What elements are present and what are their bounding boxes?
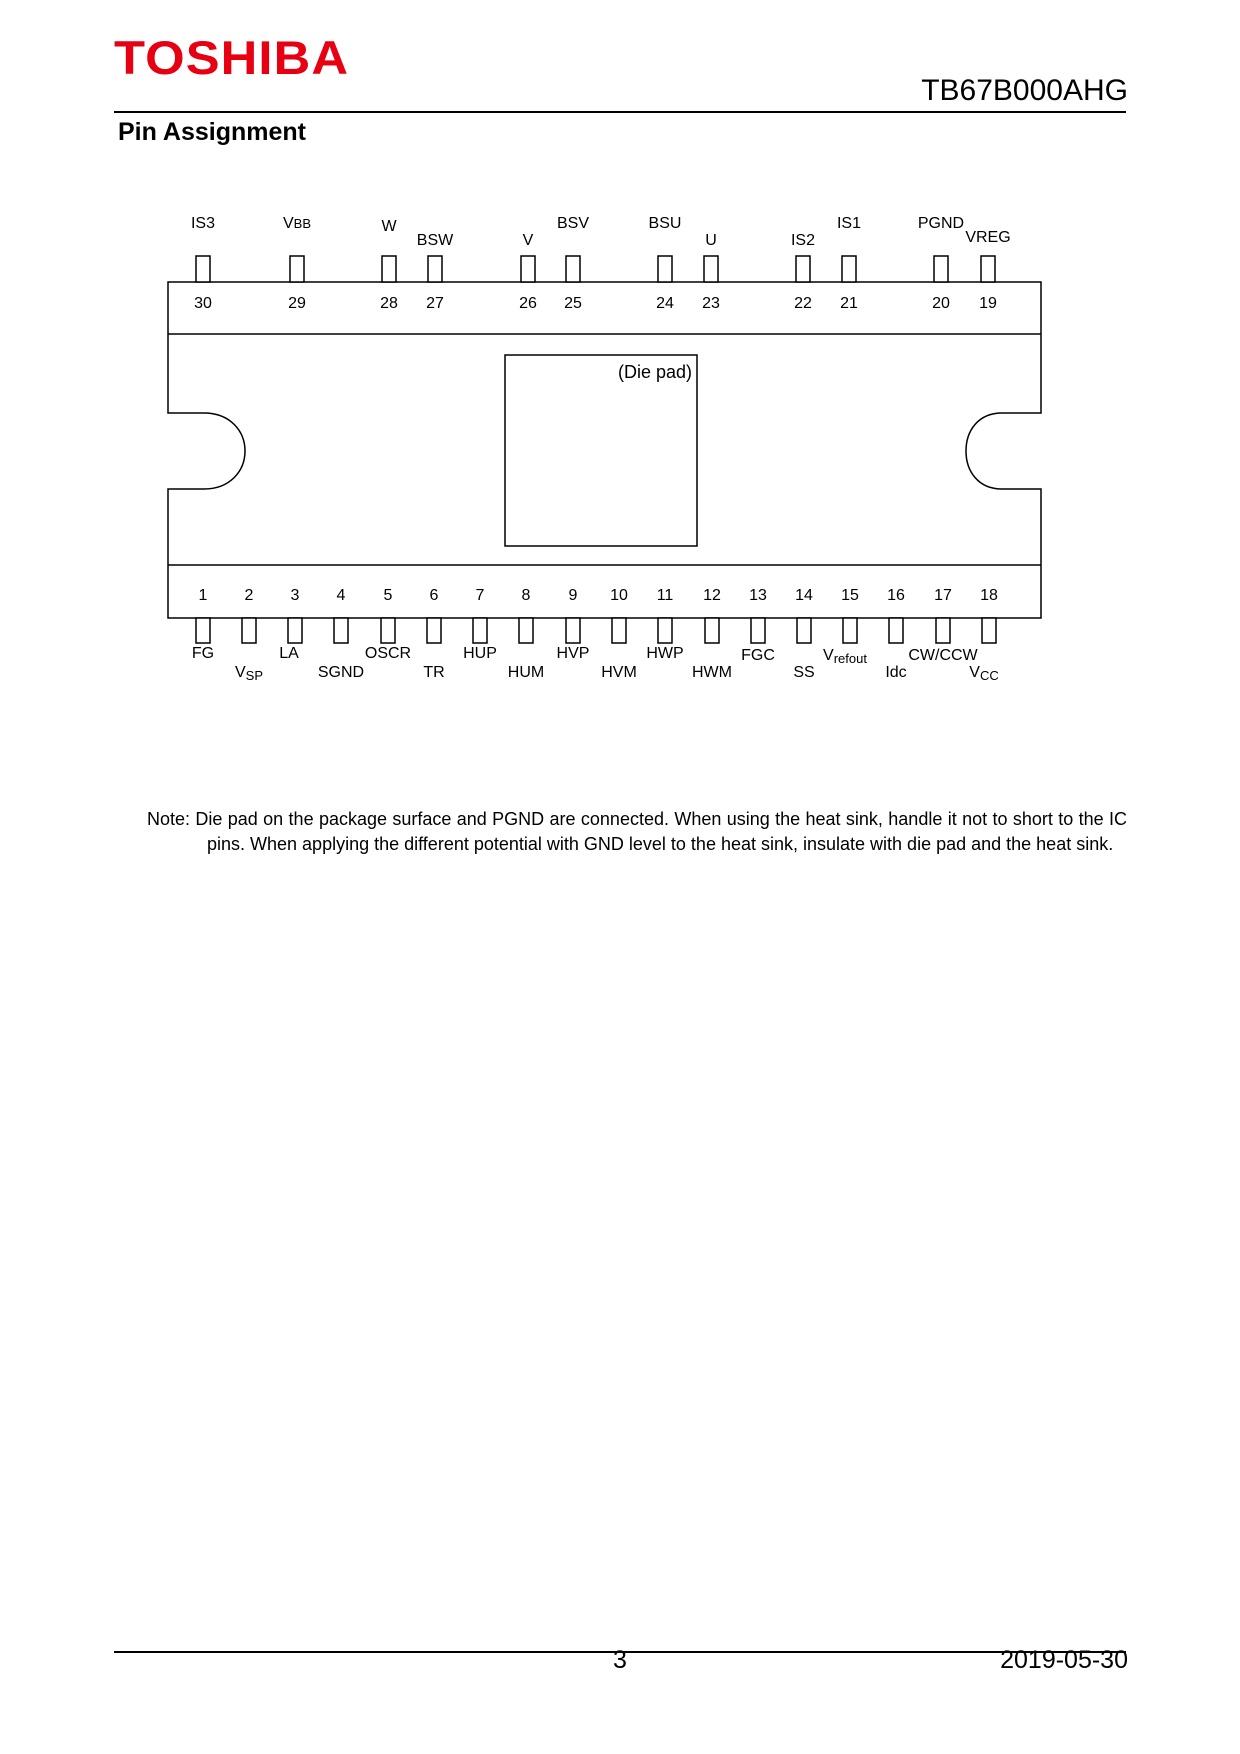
pin-lead-29: [290, 256, 304, 282]
pin-number-19: 19: [979, 295, 997, 312]
pin-lead-17: [936, 618, 950, 643]
toshiba-logo: TOSHIBA: [114, 31, 350, 84]
pin-number-14: 14: [795, 587, 813, 604]
pin-label-28: W: [381, 218, 397, 235]
pin-lead-20: [934, 256, 948, 282]
pin-number-8: 8: [521, 587, 531, 604]
pin-label-2: VSP: [234, 664, 264, 683]
pin-number-20: 20: [932, 295, 950, 312]
pin-lead-5: [381, 618, 395, 643]
pin-lead-10: [612, 618, 626, 643]
pin-lead-27: [428, 256, 442, 282]
pin-lead-4: [334, 618, 348, 643]
die-pad-label: (Die pad): [617, 362, 692, 382]
pin-number-18: 18: [980, 587, 998, 604]
top-pin-group: [191, 215, 1011, 312]
bottom-pin-group: [192, 587, 999, 683]
pin-number-3: 3: [290, 587, 300, 604]
pin-lead-26: [521, 256, 535, 282]
pin-label-6: TR: [423, 664, 445, 681]
pin-number-11: 11: [656, 587, 674, 604]
pin-lead-16: [889, 618, 903, 643]
pin-label-27: BSW: [416, 232, 454, 249]
pin-lead-23: [704, 256, 718, 282]
pin-lead-12: [705, 618, 719, 643]
pin-number-9: 9: [568, 587, 578, 604]
pin-number-27: 27: [426, 295, 444, 312]
document-number: TB67B000AHG: [921, 74, 1128, 107]
pin-number-23: 23: [702, 295, 720, 312]
pin-label-10: HVM: [601, 664, 637, 681]
pin-label-20: PGND: [917, 215, 965, 232]
pin-label-21: IS1: [836, 215, 862, 232]
pin-lead-25: [566, 256, 580, 282]
pin-label-30: IS3: [190, 215, 216, 232]
package-outline: [168, 282, 1041, 618]
pin-number-26: 26: [519, 295, 537, 312]
pin-label-4: SGND: [317, 664, 365, 681]
section-title: Pin Assignment: [118, 118, 306, 146]
pin-number-13: 13: [749, 587, 767, 604]
pin-label-14: SS: [793, 664, 815, 681]
pin-label-13: FGC: [741, 647, 775, 664]
pin-lead-30: [196, 256, 210, 282]
pin-lead-9: [566, 618, 580, 643]
die-pad: [505, 355, 697, 546]
pin-label-9: HVP: [556, 645, 590, 662]
pin-label-5: OSCR: [364, 645, 412, 662]
pin-lead-28: [382, 256, 396, 282]
pin-number-6: 6: [429, 587, 439, 604]
pin-number-15: 15: [841, 587, 859, 604]
pin-lead-14: [797, 618, 811, 643]
pin-number-1: 1: [198, 587, 208, 604]
pin-number-12: 12: [703, 587, 721, 604]
pin-label-11: HWP: [646, 645, 684, 662]
pin-number-29: 29: [288, 295, 306, 312]
pin-label-12: HWM: [692, 664, 732, 681]
pin-number-28: 28: [380, 295, 398, 312]
footer-date: 2019-05-30: [1000, 1646, 1128, 1674]
pin-lead-8: [519, 618, 533, 643]
pin-assignment-diagram: [0, 0, 1240, 720]
pin-number-17: 17: [934, 587, 952, 604]
pin-number-7: 7: [475, 587, 485, 604]
pin-lead-19: [981, 256, 995, 282]
pin-label-23: U: [705, 232, 717, 249]
pin-label-3: LA: [279, 645, 299, 662]
pin-label-18: VCC: [969, 664, 999, 683]
pin-lead-18: [982, 618, 996, 643]
pin-label-15: Vrefout: [823, 647, 867, 666]
pin-lead-13: [751, 618, 765, 643]
pin-number-21: 21: [840, 295, 858, 312]
pin-label-1: FG: [191, 645, 215, 662]
pin-lead-15: [843, 618, 857, 643]
pin-label-7: HUP: [463, 645, 497, 662]
pin-label-22: IS2: [790, 232, 816, 249]
pin-label-24: BSU: [648, 215, 682, 232]
pin-lead-21: [842, 256, 856, 282]
pin-label-25: BSV: [556, 215, 590, 232]
pin-lead-11: [658, 618, 672, 643]
pin-number-5: 5: [383, 587, 393, 604]
pin-label-17: CW/CCW: [908, 647, 978, 664]
pin-label-19: VREG: [965, 229, 1011, 246]
pin-label-29: VBB: [282, 215, 312, 232]
pin-number-30: 30: [194, 295, 212, 312]
pin-number-22: 22: [794, 295, 812, 312]
pin-number-24: 24: [656, 295, 674, 312]
pin-lead-2: [242, 618, 256, 643]
note-text: Note: Die pad on the package surface and PGND are connected. When using the heat sink, handle it not to short to the IC pins. When applying the different potential with GND level to the heat sink, insulate with die pad and the heat sink.: [147, 809, 1127, 854]
pin-number-10: 10: [610, 587, 628, 604]
pin-lead-24: [658, 256, 672, 282]
pin-number-4: 4: [336, 587, 346, 604]
pin-lead-6: [427, 618, 441, 643]
pin-label-26: V: [522, 232, 534, 249]
pin-lead-7: [473, 618, 487, 643]
pin-number-25: 25: [564, 295, 582, 312]
pin-label-16: Idc: [885, 664, 907, 681]
pin-number-16: 16: [887, 587, 905, 604]
pin-lead-22: [796, 256, 810, 282]
pin-label-8: HUM: [507, 664, 545, 681]
pin-number-2: 2: [244, 587, 254, 604]
page-number: 3: [613, 1646, 627, 1674]
pin-lead-3: [288, 618, 302, 643]
pin-lead-1: [196, 618, 210, 643]
